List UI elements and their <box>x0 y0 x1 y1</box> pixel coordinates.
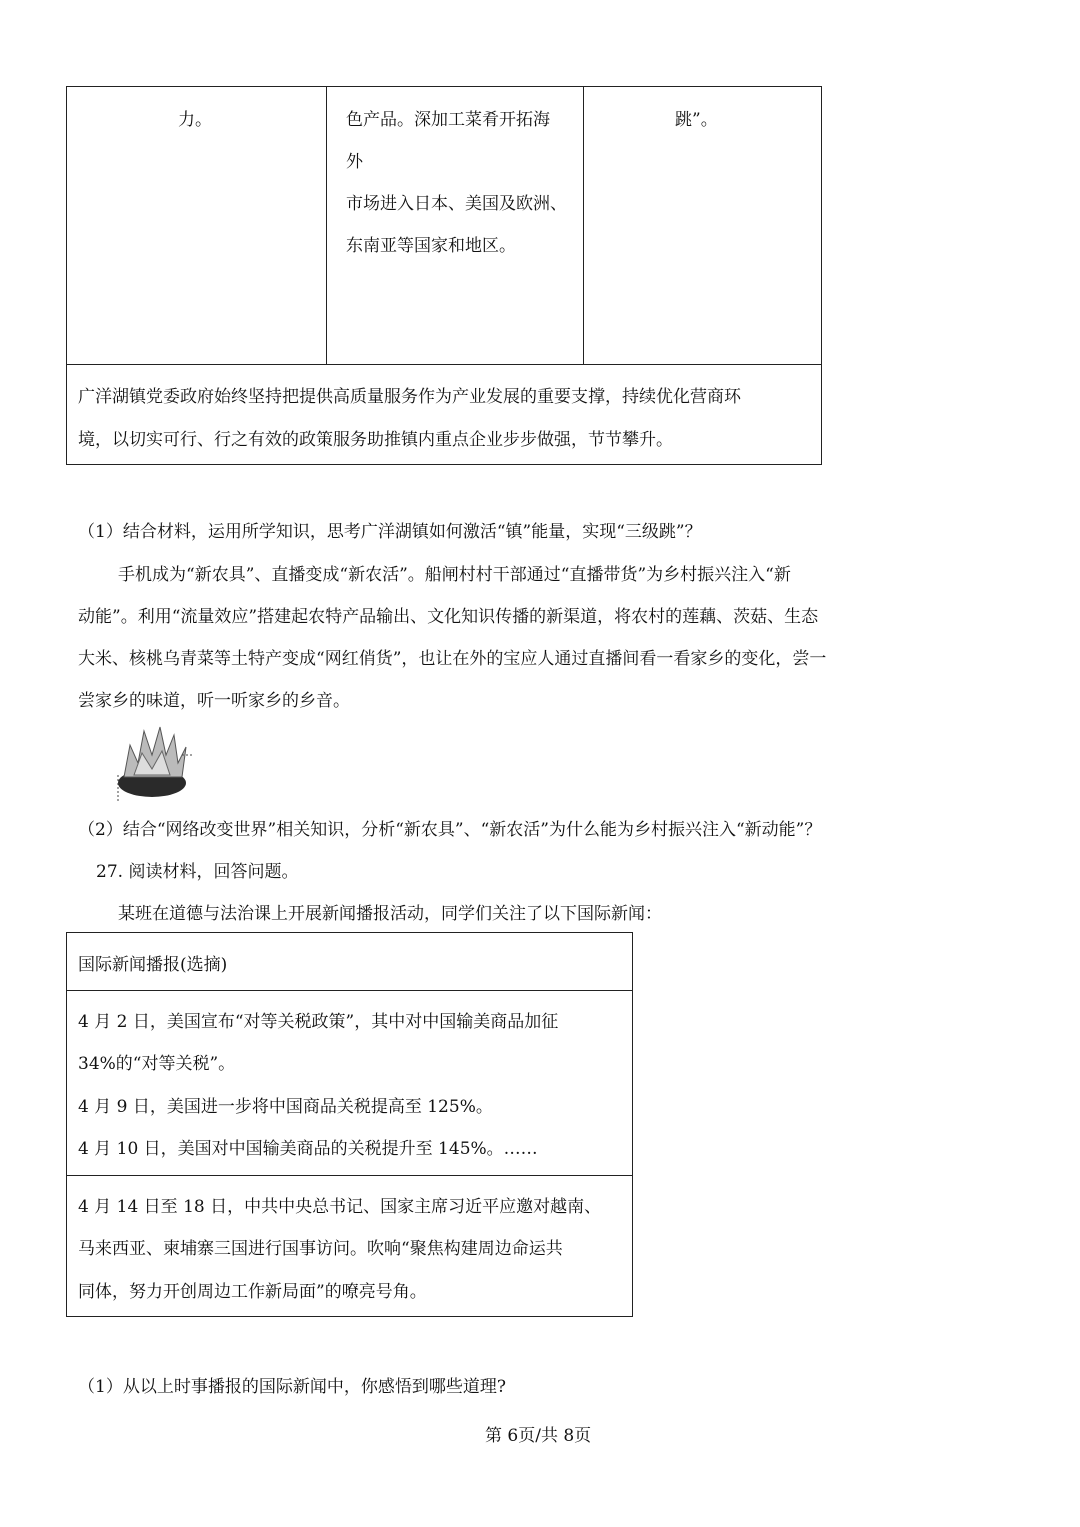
news-line: 4 月 10 日，美国对中国输美商品的关税提升至 145%。…… <box>78 1139 538 1159</box>
table-cell-text: 力。 <box>178 110 212 130</box>
news-line: 4 月 2 日，美国宣布“对等关税政策”，其中对中国输美商品加征 <box>78 1012 559 1032</box>
table-cell-text: 跳”。 <box>675 110 718 130</box>
paragraph-line: 大米、核桃乌青菜等土特产变成“网红俏货”，也让在外的宝应人通过直播间看一看家乡的变化，尝一 <box>78 649 827 669</box>
news-line: 同体，努力开创周边工作新局面”的嘹亮号角。 <box>78 1282 427 1302</box>
question-2: （2）结合“网络改变世界”相关知识，分析“新农具”、“新农活”为什么能为乡村振兴注入“新动能”？ <box>78 820 822 840</box>
material-table <box>66 86 822 465</box>
table-divider <box>66 990 633 991</box>
news-line: 4 月 9 日，美国进一步将中国商品关税提高至 125%。 <box>78 1097 493 1117</box>
table-cell-text: 色产品。深加工菜肴开拓海 <box>346 110 550 130</box>
table-cell-text: 广洋湖镇党委政府始终坚持把提供高质量服务作为产业发展的重要支撑，持续优化营商环 <box>78 387 741 407</box>
table-divider <box>66 364 822 365</box>
lotus-illustration <box>110 725 195 802</box>
paragraph-line: 动能”。利用“流量效应”搭建起农特产品输出、文化知识传播的新渠道，将农村的莲藕、茨菇、生态 <box>78 607 819 627</box>
paragraph-line: 尝家乡的味道，听一听家乡的乡音。 <box>78 691 350 711</box>
table-cell-text: 东南亚等国家和地区。 <box>346 236 516 256</box>
intro-text: 某班在道德与法治课上开展新闻播报活动，同学们关注了以下国际新闻： <box>118 904 662 924</box>
news-line: 马来西亚、柬埔寨三国进行国事访问。吹响“聚焦构建周边命运共 <box>78 1239 563 1259</box>
news-table-header: 国际新闻播报(选摘) <box>78 955 228 975</box>
paragraph-line: 手机成为“新农具”、直播变成“新农活”。船闸村村干部通过“直播带货”为乡村振兴注入“新 <box>118 565 791 585</box>
table-divider <box>326 86 327 364</box>
table-divider <box>66 1175 633 1176</box>
question-27-1: （1）从以上时事播报的国际新闻中，你感悟到哪些道理? <box>78 1377 506 1397</box>
table-cell-text: 境，以切实可行、行之有效的政策服务助推镇内重点企业步步做强，节节攀升。 <box>78 430 673 450</box>
table-cell-text: 市场进入日本、美国及欧洲、 <box>346 194 567 214</box>
news-line: 34%的“对等关税”。 <box>78 1054 236 1074</box>
table-divider <box>583 86 584 364</box>
page-footer: 第 6页/共 8页 <box>485 1426 592 1446</box>
table-cell-text: 外 <box>346 152 363 172</box>
question-27: 27. 阅读材料，回答问题。 <box>96 862 299 882</box>
news-line: 4 月 14 日至 18 日，中共中央总书记、国家主席习近平应邀对越南、 <box>78 1197 602 1217</box>
question-1: （1）结合材料，运用所学知识，思考广洋湖镇如何激活“镇”能量，实现“三级跳”？ <box>78 522 702 542</box>
